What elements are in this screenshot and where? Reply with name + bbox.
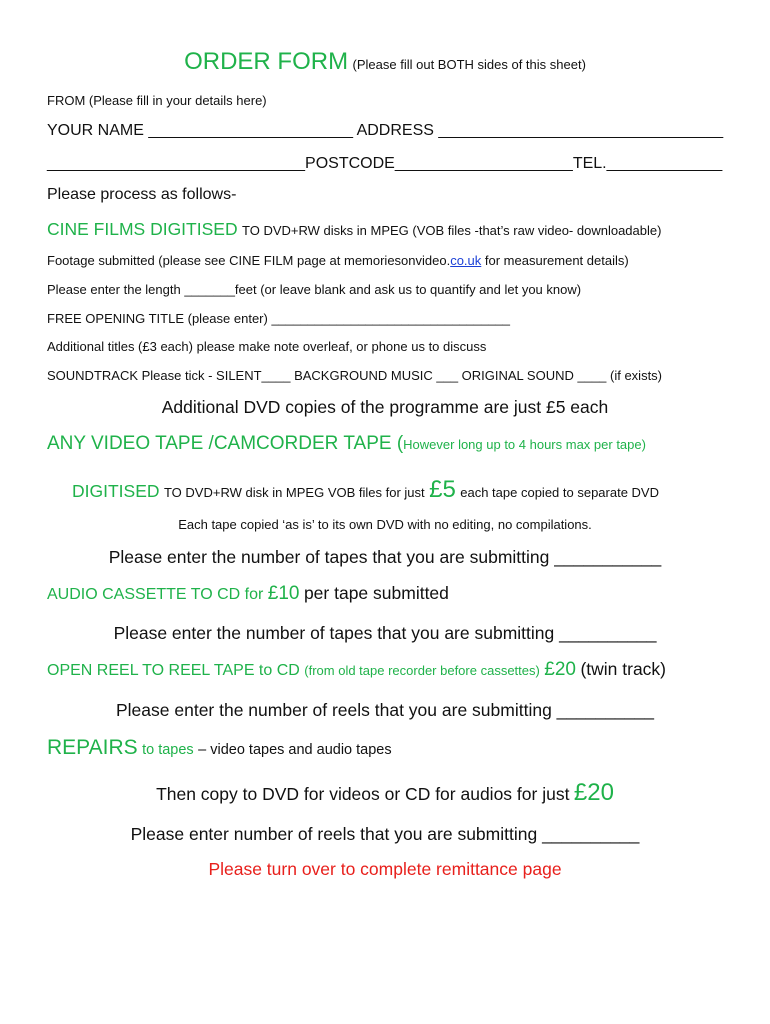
footage-text: Footage submitted (please see CINE FILM page at memoriesonvideo. <box>47 253 451 268</box>
audio-tapes-count-field[interactable]: Please enter the number of tapes that you are submitting __________ <box>113 623 657 643</box>
cine-desc: TO DVD+RW disks in MPEG (VOB files -that’s raw video- downloadable) <box>242 223 662 238</box>
each-tape-note: Each tape copied ‘as is’ to its own DVD with no editing, no compilations. <box>178 517 592 532</box>
turn-over-note: Please turn over to complete remittance page <box>208 859 562 879</box>
audio-heading: AUDIO CASSETTE TO CD for <box>47 586 264 603</box>
video-section-heading <box>47 433 646 455</box>
form-title-note: (Please fill out BOTH sides of this sheet) <box>352 57 586 72</box>
repairs-desc: – video tapes and audio tapes <box>198 742 392 758</box>
process-label: Please process as follows- <box>47 186 237 203</box>
opening-title-field[interactable]: FREE OPENING TITLE (please enter) _________________________________ <box>47 311 511 326</box>
footage-text-end: for measurement details) <box>481 253 629 268</box>
repairs-heading: REPAIRS <box>47 736 138 759</box>
additional-titles-note: Additional titles (£3 each) please make note overleaf, or phone us to discuss <box>47 339 487 354</box>
repairs-sub: to tapes <box>142 742 194 758</box>
video-price-desc: each tape copied to separate DVD <box>460 485 659 500</box>
video-price: £5 <box>429 476 456 503</box>
form-title: ORDER FORM <box>184 48 349 75</box>
reel-count-field[interactable]: Please enter the number of reels that you are submitting __________ <box>116 700 654 720</box>
name-address-field[interactable]: YOUR NAME _______________________ ADDRESS ________________________________ <box>47 122 724 139</box>
website-link[interactable]: co.uk <box>450 253 482 268</box>
dvd-copies-note: Additional DVD copies of the programme are just £5 each <box>161 397 609 417</box>
reel-heading: OPEN REEL TO REEL TAPE to CD <box>47 662 300 679</box>
film-length-field[interactable]: Please enter the length _______feet (or leave blank and ask us to quantify and let you know) <box>47 282 582 297</box>
repairs-reel-count-field[interactable]: Please enter number of reels that you are submitting __________ <box>130 824 640 844</box>
repairs-price: £20 <box>573 779 614 806</box>
form-title-row <box>0 48 770 76</box>
repairs-section-heading <box>47 736 392 760</box>
audio-price-desc: per tape submitted <box>303 583 449 603</box>
video-heading-note: However long up to 4 hours max per tape) <box>403 437 646 452</box>
digitised-desc: TO DVD+RW disk in MPEG VOB files for just <box>163 485 425 500</box>
video-tapes-count-field[interactable]: Please enter the number of tapes that you are submitting ___________ <box>108 547 662 567</box>
reel-note: (from old tape recorder before cassettes) <box>304 663 540 678</box>
audio-price: £10 <box>267 583 300 604</box>
reel-section-heading <box>47 659 666 681</box>
cine-heading: CINE FILMS DIGITISED <box>47 219 238 239</box>
cine-section-heading <box>47 219 661 240</box>
from-label: FROM (Please fill in your details here) <box>47 93 267 108</box>
reel-price-desc: (twin track) <box>580 659 667 679</box>
repairs-copy-text: Then copy to DVD for videos or CD for audios for just <box>156 784 570 804</box>
digitised-label: DIGITISED <box>72 481 160 501</box>
repairs-copy-row <box>0 779 770 807</box>
video-heading: ANY VIDEO TAPE /CAMCORDER TAPE ( <box>47 433 404 454</box>
audio-section-heading <box>47 583 449 605</box>
reel-price: £20 <box>544 659 576 680</box>
postcode-tel-field[interactable]: _____________________________POSTCODE____________________TEL._____________ <box>47 155 723 172</box>
soundtrack-options[interactable]: SOUNDTRACK Please tick - SILENT____ BACKGROUND MUSIC ___ ORIGINAL SOUND ____ (if exists) <box>47 368 663 383</box>
digitised-row <box>72 476 659 504</box>
footage-note <box>47 253 629 268</box>
